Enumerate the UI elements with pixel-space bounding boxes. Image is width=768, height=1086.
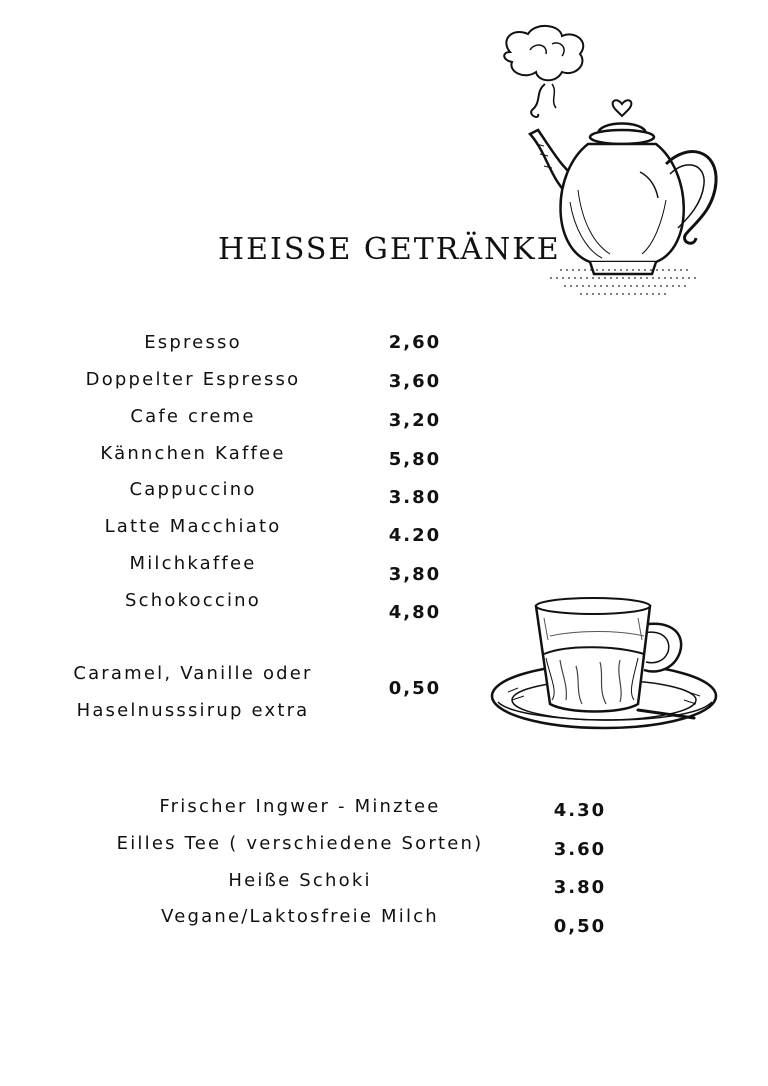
- menu-item-name: Milchkaffee: [129, 553, 257, 574]
- menu-item-name: Schokoccino: [125, 590, 261, 611]
- menu-item-price: 3.80: [388, 487, 442, 508]
- menu-item-name: Frischer Ingwer - Minztee: [159, 796, 441, 817]
- menu-item-price: 4.30: [553, 800, 607, 821]
- menu-item-price: 3,80: [388, 564, 442, 585]
- page-title: HEISSE GETRÄNKE: [218, 232, 561, 267]
- menu-item-price: 2,60: [388, 332, 442, 353]
- menu-item-price: 0,50: [553, 916, 607, 937]
- menu-item-name: Latte Macchiato: [104, 516, 282, 537]
- menu-item-price: 4,80: [388, 602, 442, 623]
- menu-item-name: Vegane/Laktosfreie Milch: [161, 906, 439, 927]
- menu-item-price: 3,60: [388, 371, 442, 392]
- menu-item-price: 3.80: [553, 877, 607, 898]
- menu-item-name: Cappuccino: [129, 479, 257, 500]
- menu-item-name: Espresso: [144, 332, 242, 353]
- glass-cup-icon: [488, 596, 724, 742]
- menu-item-name: Cafe creme: [130, 406, 256, 427]
- menu-item-name: Doppelter Espresso: [85, 369, 301, 390]
- menu-item-name: Kännchen Kaffee: [100, 443, 286, 464]
- menu-item-price: 4.20: [388, 525, 442, 546]
- menu-item-name: Eilles Tee ( verschiedene Sorten): [116, 833, 484, 854]
- syrup-price: 0,50: [388, 678, 442, 699]
- menu-item-name: Heiße Schoki: [228, 870, 372, 891]
- syrup-line-1: Caramel, Vanille oder: [73, 663, 313, 684]
- menu-item-price: 3.60: [553, 839, 607, 860]
- menu-item-price: 3,20: [388, 410, 442, 431]
- menu-item-price: 5,80: [388, 449, 442, 470]
- syrup-line-2: Haselnusssirup extra: [76, 700, 310, 721]
